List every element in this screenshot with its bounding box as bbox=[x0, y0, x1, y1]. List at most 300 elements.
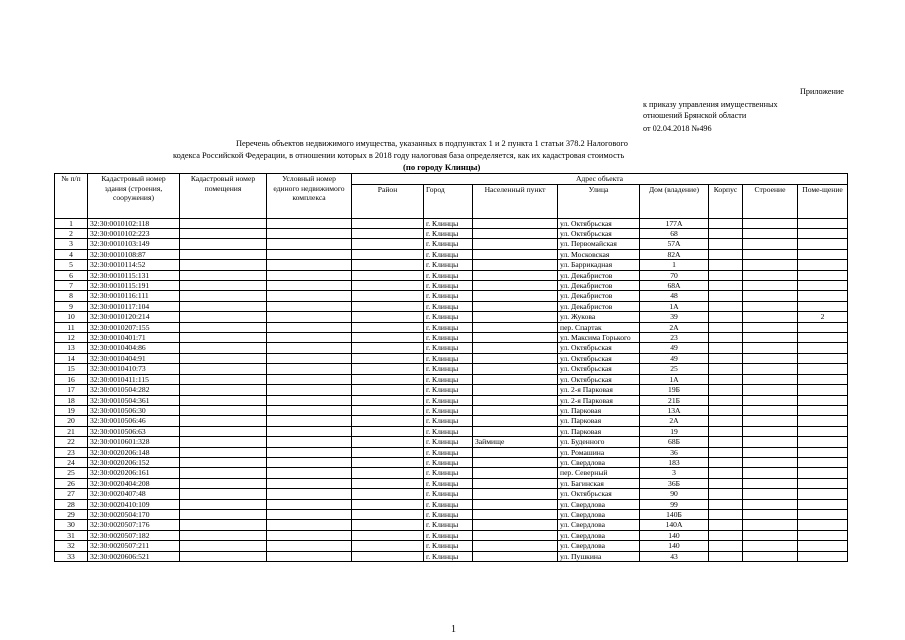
table-row bbox=[55, 281, 848, 291]
cell-house: 25 bbox=[640, 364, 709, 374]
cell-street: ул. Жукова bbox=[558, 312, 640, 322]
cell-corpus bbox=[709, 437, 743, 447]
cell-cond-num bbox=[267, 447, 352, 457]
cell-building bbox=[743, 260, 798, 270]
cell-corpus bbox=[709, 333, 743, 343]
cell-settlement: Займище bbox=[473, 437, 558, 447]
cell-num: 3 bbox=[55, 239, 88, 249]
cell-cond-num bbox=[267, 530, 352, 540]
cell-room bbox=[798, 426, 848, 436]
cell-cad-building: 32:30:0010404:86 bbox=[88, 343, 180, 353]
cell-city: г. Клинцы bbox=[424, 468, 473, 478]
cell-house: 1 bbox=[640, 260, 709, 270]
cell-street: ул. Ромашина bbox=[558, 447, 640, 457]
cell-num: 30 bbox=[55, 520, 88, 530]
cell-cad-room bbox=[180, 374, 267, 384]
table-row bbox=[55, 364, 848, 374]
cell-city: г. Клинцы bbox=[424, 364, 473, 374]
cell-house: 140 bbox=[640, 541, 709, 551]
cell-cad-room bbox=[180, 468, 267, 478]
document-title-line2: кодекса Российской Федерации, в отношении которых в 2018 году налоговая база определяется, как их кадастровая стоимость bbox=[173, 151, 625, 160]
cell-building bbox=[743, 229, 798, 239]
col-settlement: Населенный пункт bbox=[473, 184, 558, 218]
cell-num: 25 bbox=[55, 468, 88, 478]
cell-building bbox=[743, 530, 798, 540]
cell-settlement bbox=[473, 343, 558, 353]
cell-district bbox=[352, 426, 424, 436]
cell-corpus bbox=[709, 353, 743, 363]
property-table bbox=[54, 173, 848, 562]
cell-house: 99 bbox=[640, 499, 709, 509]
cell-district bbox=[352, 447, 424, 457]
cell-room bbox=[798, 343, 848, 353]
cell-house: 19 bbox=[640, 426, 709, 436]
cell-district bbox=[352, 509, 424, 519]
cell-city: г. Клинцы bbox=[424, 312, 473, 322]
cell-cad-room bbox=[180, 249, 267, 259]
cell-room bbox=[798, 364, 848, 374]
cell-city: г. Клинцы bbox=[424, 385, 473, 395]
cell-settlement bbox=[473, 322, 558, 332]
cell-num: 21 bbox=[55, 426, 88, 436]
cell-num: 7 bbox=[55, 281, 88, 291]
cell-house: 140А bbox=[640, 520, 709, 530]
cell-street: ул. Октябрьская bbox=[558, 374, 640, 384]
cell-settlement bbox=[473, 239, 558, 249]
page-number: 1 bbox=[451, 624, 456, 635]
cell-street: ул. Октябрьская bbox=[558, 218, 640, 228]
cell-street: ул. Свердлова bbox=[558, 530, 640, 540]
cell-settlement bbox=[473, 426, 558, 436]
cell-corpus bbox=[709, 395, 743, 405]
cell-building bbox=[743, 437, 798, 447]
cell-cond-num bbox=[267, 468, 352, 478]
cell-building bbox=[743, 489, 798, 499]
cell-cad-building: 32:30:0020206:152 bbox=[88, 457, 180, 467]
cell-corpus bbox=[709, 270, 743, 280]
cell-district bbox=[352, 499, 424, 509]
cell-cond-num bbox=[267, 229, 352, 239]
cell-cad-room bbox=[180, 551, 267, 561]
cell-street: ул. 2-я Парковая bbox=[558, 385, 640, 395]
col-street: Улица bbox=[558, 184, 640, 218]
cell-street: ул. Московская bbox=[558, 249, 640, 259]
cell-cad-building: 32:30:0010117:104 bbox=[88, 301, 180, 311]
cell-house: 1А bbox=[640, 374, 709, 384]
cell-num: 32 bbox=[55, 541, 88, 551]
cell-corpus bbox=[709, 322, 743, 332]
cell-street: ул. Максима Горького bbox=[558, 333, 640, 343]
col-city: Город bbox=[424, 184, 473, 218]
cell-settlement bbox=[473, 541, 558, 551]
table-row bbox=[55, 478, 848, 488]
cell-building bbox=[743, 478, 798, 488]
cell-room bbox=[798, 541, 848, 551]
cell-street: ул. Декабристов bbox=[558, 301, 640, 311]
cell-cad-room bbox=[180, 364, 267, 374]
cell-street: пер. Спартак bbox=[558, 322, 640, 332]
cell-building bbox=[743, 249, 798, 259]
cell-settlement bbox=[473, 489, 558, 499]
cell-cad-building: 32:30:0010114:52 bbox=[88, 260, 180, 270]
cell-building bbox=[743, 374, 798, 384]
cell-cad-room bbox=[180, 520, 267, 530]
cell-street: ул. Декабристов bbox=[558, 291, 640, 301]
cell-city: г. Клинцы bbox=[424, 395, 473, 405]
cell-num: 13 bbox=[55, 343, 88, 353]
table-row bbox=[55, 229, 848, 239]
cell-room bbox=[798, 239, 848, 249]
cell-cad-building: 32:30:0010506:30 bbox=[88, 405, 180, 415]
cell-cad-room bbox=[180, 218, 267, 228]
cell-city: г. Клинцы bbox=[424, 374, 473, 384]
cell-city: г. Клинцы bbox=[424, 301, 473, 311]
cell-building bbox=[743, 520, 798, 530]
cell-district bbox=[352, 437, 424, 447]
col-address-group: Адрес объекта bbox=[352, 174, 848, 185]
cell-num: 15 bbox=[55, 364, 88, 374]
cell-district bbox=[352, 281, 424, 291]
table-row bbox=[55, 239, 848, 249]
cell-house: 82А bbox=[640, 249, 709, 259]
cell-street: ул. Свердлова bbox=[558, 457, 640, 467]
cell-house: 19Б bbox=[640, 385, 709, 395]
cell-city: г. Клинцы bbox=[424, 509, 473, 519]
cell-city: г. Клинцы bbox=[424, 478, 473, 488]
cell-city: г. Клинцы bbox=[424, 353, 473, 363]
cell-district bbox=[352, 291, 424, 301]
cell-building bbox=[743, 239, 798, 249]
cell-settlement bbox=[473, 364, 558, 374]
table-row bbox=[55, 374, 848, 384]
cell-corpus bbox=[709, 447, 743, 457]
cell-room bbox=[798, 281, 848, 291]
cell-house: 2А bbox=[640, 322, 709, 332]
cell-corpus bbox=[709, 374, 743, 384]
cell-city: г. Клинцы bbox=[424, 447, 473, 457]
cell-corpus bbox=[709, 426, 743, 436]
cell-district bbox=[352, 353, 424, 363]
table-row bbox=[55, 468, 848, 478]
cell-house: 36 bbox=[640, 447, 709, 457]
cell-cond-num bbox=[267, 333, 352, 343]
table-row bbox=[55, 530, 848, 540]
cell-cad-building: 32:30:0010102:118 bbox=[88, 218, 180, 228]
cell-building bbox=[743, 509, 798, 519]
cell-room bbox=[798, 509, 848, 519]
cell-cad-room bbox=[180, 405, 267, 415]
cell-building bbox=[743, 353, 798, 363]
cell-corpus bbox=[709, 229, 743, 239]
cell-cond-num bbox=[267, 395, 352, 405]
cell-city: г. Клинцы bbox=[424, 437, 473, 447]
cell-corpus bbox=[709, 291, 743, 301]
table-body bbox=[55, 218, 848, 561]
table-row bbox=[55, 333, 848, 343]
cell-corpus bbox=[709, 541, 743, 551]
cell-room bbox=[798, 322, 848, 332]
cell-building bbox=[743, 333, 798, 343]
cell-city: г. Клинцы bbox=[424, 291, 473, 301]
cell-room bbox=[798, 395, 848, 405]
cell-house: 68Б bbox=[640, 437, 709, 447]
cell-settlement bbox=[473, 229, 558, 239]
cell-street: ул. Свердлова bbox=[558, 499, 640, 509]
cell-city: г. Клинцы bbox=[424, 520, 473, 530]
cell-room bbox=[798, 260, 848, 270]
cell-city: г. Клинцы bbox=[424, 229, 473, 239]
cell-settlement bbox=[473, 333, 558, 343]
cell-corpus bbox=[709, 301, 743, 311]
cell-district bbox=[352, 541, 424, 551]
cell-city: г. Клинцы bbox=[424, 260, 473, 270]
cell-district bbox=[352, 551, 424, 561]
table-row bbox=[55, 416, 848, 426]
cell-district bbox=[352, 489, 424, 499]
cell-room bbox=[798, 520, 848, 530]
cell-room bbox=[798, 530, 848, 540]
cell-room bbox=[798, 249, 848, 259]
cell-cond-num bbox=[267, 364, 352, 374]
cell-settlement bbox=[473, 218, 558, 228]
cell-settlement bbox=[473, 405, 558, 415]
cell-house: 177А bbox=[640, 218, 709, 228]
cell-house: 68 bbox=[640, 229, 709, 239]
cell-building bbox=[743, 395, 798, 405]
cell-street: ул. Парковая bbox=[558, 426, 640, 436]
cell-cad-building: 32:30:0010504:282 bbox=[88, 385, 180, 395]
cell-num: 2 bbox=[55, 229, 88, 239]
cell-num: 29 bbox=[55, 509, 88, 519]
cell-corpus bbox=[709, 499, 743, 509]
cell-district bbox=[352, 530, 424, 540]
col-room: Поме-щение bbox=[798, 184, 848, 218]
cell-cond-num bbox=[267, 520, 352, 530]
cell-settlement bbox=[473, 260, 558, 270]
cell-house: 13А bbox=[640, 405, 709, 415]
cell-cad-building: 32:30:0020606:521 bbox=[88, 551, 180, 561]
cell-room bbox=[798, 333, 848, 343]
cell-corpus bbox=[709, 312, 743, 322]
cell-cad-room bbox=[180, 395, 267, 405]
cell-cad-room bbox=[180, 489, 267, 499]
cell-house: 1А bbox=[640, 301, 709, 311]
col-cad-room: Кадастровый номер помещения bbox=[180, 174, 267, 219]
table-row bbox=[55, 489, 848, 499]
cell-room bbox=[798, 270, 848, 280]
cell-street: ул. Октябрьская bbox=[558, 353, 640, 363]
cell-cad-room bbox=[180, 239, 267, 249]
cell-building bbox=[743, 416, 798, 426]
cell-cad-room bbox=[180, 499, 267, 509]
cell-house: 57А bbox=[640, 239, 709, 249]
cell-cad-room bbox=[180, 312, 267, 322]
cell-room bbox=[798, 447, 848, 457]
cell-house: 3 bbox=[640, 468, 709, 478]
cell-city: г. Клинцы bbox=[424, 405, 473, 415]
table-row bbox=[55, 457, 848, 467]
table-row bbox=[55, 541, 848, 551]
cell-corpus bbox=[709, 457, 743, 467]
cell-city: г. Клинцы bbox=[424, 239, 473, 249]
cell-room bbox=[798, 385, 848, 395]
cell-house: 68А bbox=[640, 281, 709, 291]
cell-cond-num bbox=[267, 312, 352, 322]
table-row bbox=[55, 312, 848, 322]
cell-num: 27 bbox=[55, 489, 88, 499]
cell-cad-room bbox=[180, 426, 267, 436]
cell-cad-room bbox=[180, 385, 267, 395]
table-row bbox=[55, 343, 848, 353]
cell-cad-building: 32:30:0010108:87 bbox=[88, 249, 180, 259]
cell-cond-num bbox=[267, 239, 352, 249]
cell-house: 90 bbox=[640, 489, 709, 499]
appendix-label: Приложение bbox=[800, 87, 844, 96]
cell-cond-num bbox=[267, 426, 352, 436]
cell-cad-building: 32:30:0010120:214 bbox=[88, 312, 180, 322]
cell-district bbox=[352, 322, 424, 332]
cell-cond-num bbox=[267, 437, 352, 447]
cell-cond-num bbox=[267, 270, 352, 280]
cell-room bbox=[798, 478, 848, 488]
cell-cond-num bbox=[267, 405, 352, 415]
cell-cond-num bbox=[267, 551, 352, 561]
cell-settlement bbox=[473, 385, 558, 395]
cell-cond-num bbox=[267, 541, 352, 551]
cell-city: г. Клинцы bbox=[424, 416, 473, 426]
cell-cond-num bbox=[267, 291, 352, 301]
cell-settlement bbox=[473, 249, 558, 259]
col-num: № п/п bbox=[55, 174, 88, 219]
cell-building bbox=[743, 405, 798, 415]
cell-corpus bbox=[709, 478, 743, 488]
cell-building bbox=[743, 541, 798, 551]
cell-settlement bbox=[473, 551, 558, 561]
cell-corpus bbox=[709, 551, 743, 561]
cell-settlement bbox=[473, 457, 558, 467]
cell-cad-room bbox=[180, 437, 267, 447]
cell-building bbox=[743, 499, 798, 509]
cell-street: ул. Баррикадная bbox=[558, 260, 640, 270]
cell-district bbox=[352, 468, 424, 478]
cell-settlement bbox=[473, 520, 558, 530]
order-date-number: от 02.04.2018 №496 bbox=[643, 124, 712, 133]
cell-district bbox=[352, 395, 424, 405]
cell-num: 6 bbox=[55, 270, 88, 280]
cell-corpus bbox=[709, 405, 743, 415]
cell-cad-room bbox=[180, 541, 267, 551]
cell-room bbox=[798, 416, 848, 426]
cell-cad-building: 32:30:0020206:161 bbox=[88, 468, 180, 478]
cell-house: 21Б bbox=[640, 395, 709, 405]
cell-cad-room bbox=[180, 457, 267, 467]
cell-cad-room bbox=[180, 447, 267, 457]
cell-cad-room bbox=[180, 530, 267, 540]
cell-city: г. Клинцы bbox=[424, 343, 473, 353]
cell-num: 11 bbox=[55, 322, 88, 332]
cell-settlement bbox=[473, 291, 558, 301]
cell-room bbox=[798, 353, 848, 363]
cell-corpus bbox=[709, 385, 743, 395]
col-house: Дом (владение) bbox=[640, 184, 709, 218]
cell-house: 183 bbox=[640, 457, 709, 467]
cell-room bbox=[798, 489, 848, 499]
cell-num: 22 bbox=[55, 437, 88, 447]
cell-city: г. Клинцы bbox=[424, 551, 473, 561]
cell-cond-num bbox=[267, 249, 352, 259]
cell-num: 14 bbox=[55, 353, 88, 363]
cell-cond-num bbox=[267, 301, 352, 311]
cell-street: пер. Северный bbox=[558, 468, 640, 478]
cell-cad-building: 32:30:0020507:176 bbox=[88, 520, 180, 530]
cell-street: ул. Декабристов bbox=[558, 281, 640, 291]
cell-settlement bbox=[473, 468, 558, 478]
cell-room bbox=[798, 291, 848, 301]
cell-settlement bbox=[473, 447, 558, 457]
cell-building bbox=[743, 281, 798, 291]
col-cad-building: Кадастровый номер здания (строения, сооружения) bbox=[88, 174, 180, 219]
cell-num: 5 bbox=[55, 260, 88, 270]
cell-room bbox=[798, 468, 848, 478]
cell-corpus bbox=[709, 530, 743, 540]
cell-num: 19 bbox=[55, 405, 88, 415]
cell-settlement bbox=[473, 478, 558, 488]
table-row bbox=[55, 395, 848, 405]
cell-num: 1 bbox=[55, 218, 88, 228]
cell-settlement bbox=[473, 416, 558, 426]
cell-cond-num bbox=[267, 353, 352, 363]
cell-cond-num bbox=[267, 218, 352, 228]
cell-cad-room bbox=[180, 291, 267, 301]
cell-cad-building: 32:30:0010115:191 bbox=[88, 281, 180, 291]
cell-cad-building: 32:30:0020410:109 bbox=[88, 499, 180, 509]
cell-corpus bbox=[709, 239, 743, 249]
table-row bbox=[55, 447, 848, 457]
cell-city: г. Клинцы bbox=[424, 457, 473, 467]
cell-district bbox=[352, 374, 424, 384]
cell-cond-num bbox=[267, 260, 352, 270]
table-row bbox=[55, 322, 848, 332]
cell-corpus bbox=[709, 281, 743, 291]
cell-building bbox=[743, 343, 798, 353]
cell-street: ул. Буденного bbox=[558, 437, 640, 447]
cell-house: 49 bbox=[640, 343, 709, 353]
col-building: Строение bbox=[743, 184, 798, 218]
table-row bbox=[55, 509, 848, 519]
cell-cad-room bbox=[180, 301, 267, 311]
cell-cad-building: 32:30:0020206:148 bbox=[88, 447, 180, 457]
cell-cad-building: 32:30:0010506:46 bbox=[88, 416, 180, 426]
cell-cad-building: 32:30:0010115:131 bbox=[88, 270, 180, 280]
cell-room bbox=[798, 218, 848, 228]
cell-cond-num bbox=[267, 478, 352, 488]
cell-num: 23 bbox=[55, 447, 88, 457]
cell-street: ул. Первомайская bbox=[558, 239, 640, 249]
cell-city: г. Клинцы bbox=[424, 333, 473, 343]
cell-cad-room bbox=[180, 229, 267, 239]
cell-building bbox=[743, 468, 798, 478]
cell-street: ул. Пушкина bbox=[558, 551, 640, 561]
cell-district bbox=[352, 385, 424, 395]
cell-district bbox=[352, 457, 424, 467]
table-row bbox=[55, 520, 848, 530]
cell-city: г. Клинцы bbox=[424, 426, 473, 436]
table-row bbox=[55, 353, 848, 363]
cell-room bbox=[798, 437, 848, 447]
cell-district bbox=[352, 218, 424, 228]
cell-corpus bbox=[709, 520, 743, 530]
cell-room bbox=[798, 551, 848, 561]
